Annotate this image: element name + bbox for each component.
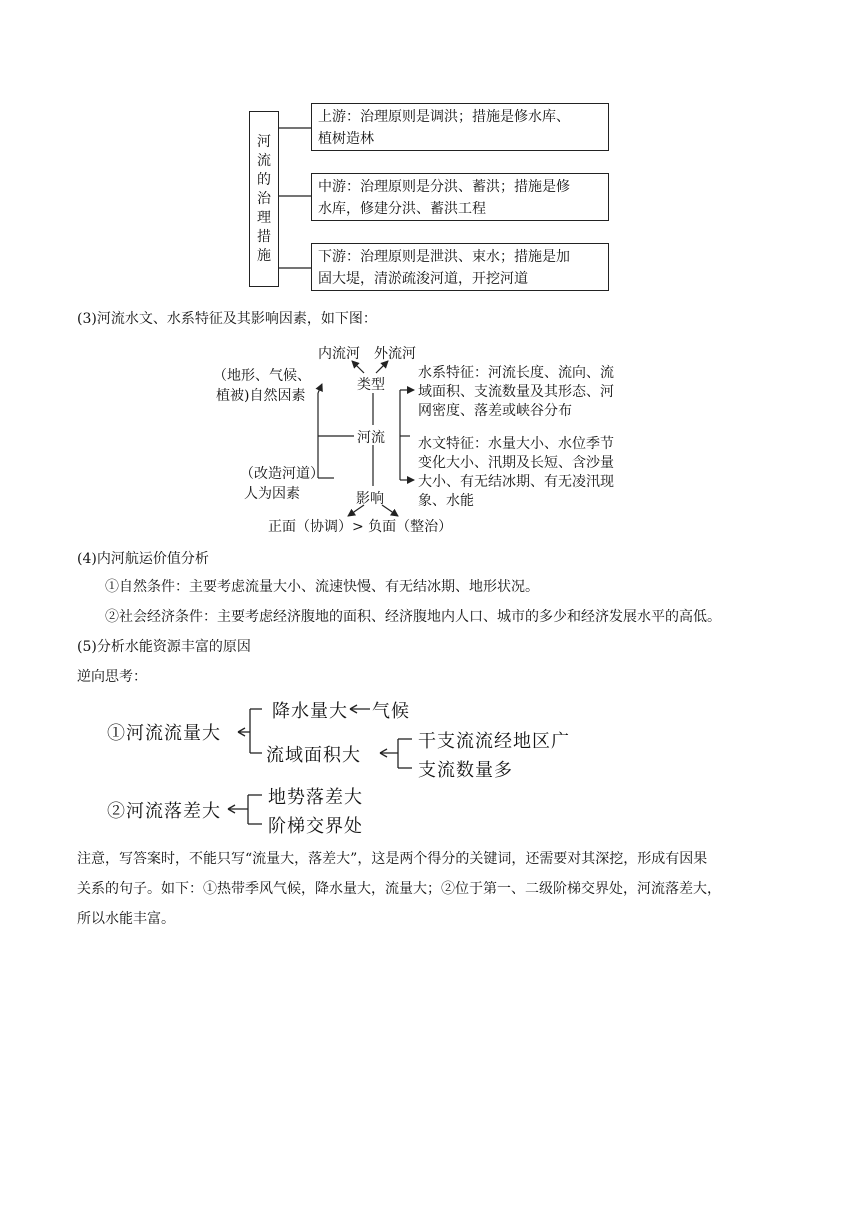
root-char: 治	[257, 190, 271, 207]
midstream-box	[311, 173, 609, 221]
note-line: 注意，写答案时，不能只写“流量大，落差大”，这是两个得分的关键词，还需要对其深挖，形成有因果	[77, 851, 708, 867]
reverse-thinking-label: 逆向思考：	[77, 669, 147, 685]
influence-label: 影响	[356, 491, 384, 507]
tributary-count-label: 支流数量多	[418, 760, 513, 781]
section-5-heading: (5)分析水能资源丰富的原因	[77, 639, 251, 655]
root-char: 理	[257, 209, 271, 226]
basin-large-label: 流域面积大	[266, 745, 361, 766]
climate-label: 气候	[372, 701, 410, 722]
midstream-line: 水库，修建分洪、蓄洪工程	[318, 201, 486, 217]
midstream-line: 中游：治理原则是分洪、蓄洪；措施是修	[318, 179, 570, 195]
upstream-box	[311, 103, 609, 151]
human-factor-line: （改造河道）	[240, 466, 324, 482]
natural-factor-line: 植被)自然因素	[216, 388, 306, 404]
human-factor-line: 人为因素	[244, 486, 300, 502]
hydro-feature-line: 象、水能	[418, 493, 474, 509]
hydro-feature-line: 大小、有无结冰期、有无凌汛现	[418, 474, 614, 490]
root-char: 的	[257, 171, 271, 188]
section-4-heading: (4)内河航运价值分析	[77, 551, 209, 567]
flow-large-label: ①河流流量大	[107, 723, 221, 744]
section-4-item: ①自然条件：主要考虑流量大小、流速快慢、有无结冰期、地形状况。	[105, 579, 539, 595]
section-3-heading: (3)河流水文、水系特征及其影响因素，如下图：	[77, 311, 377, 327]
inner-river-label: 内流河	[318, 346, 360, 362]
downstream-line: 固大堤，清淤疏浚河道，开挖河道	[318, 271, 528, 287]
natural-factor-line: （地形、气候、	[213, 368, 311, 384]
downstream-box	[311, 243, 609, 291]
root-char: 流	[257, 152, 271, 169]
root-char: 河	[257, 133, 271, 150]
hydro-feature-line: 水文特征：水量大小、水位季节	[418, 436, 614, 452]
system-feature-line: 网密度、落差或峡谷分布	[418, 403, 572, 419]
river-center-label: 河流	[357, 430, 385, 446]
terrain-drop-label: 地势落差大	[268, 787, 363, 808]
note-line: 所以水能丰富。	[77, 911, 175, 927]
upstream-line: 植树造林	[318, 131, 374, 147]
outer-river-label: 外流河	[374, 346, 416, 362]
step-boundary-label: 阶梯交界处	[268, 816, 363, 837]
system-feature-line: 水系特征：河流长度、流向、流	[418, 365, 614, 381]
section-4-item: ②社会经济条件：主要考虑经济腹地的面积、经济腹地内人口、城市的多少和经济发展水平的高低。	[105, 609, 721, 625]
tributary-area-label: 干支流流经地区广	[418, 731, 570, 752]
note-line: 关系的句子。如下：①热带季风气候，降水量大，流量大；②位于第一、二级阶梯交界处，河流落差大，	[77, 881, 721, 897]
hydro-feature-line: 变化大小、汛期及长短、含沙量	[418, 455, 614, 471]
root-char: 施	[257, 247, 271, 264]
downstream-line: 下游：治理原则是泄洪、束水；措施是加	[318, 249, 570, 265]
influence-result: 正面（协调）> 负面（整治）	[268, 519, 453, 535]
type-label: 类型	[357, 377, 385, 393]
drop-large-label: ②河流落差大	[107, 801, 221, 822]
upstream-line: 上游：治理原则是调洪；措施是修水库、	[318, 109, 570, 125]
rain-large-label: 降水量大	[272, 701, 348, 722]
system-feature-line: 域面积、支流数量及其形态、河	[418, 384, 614, 400]
governance-root-box	[249, 111, 279, 287]
root-char: 措	[257, 228, 271, 245]
